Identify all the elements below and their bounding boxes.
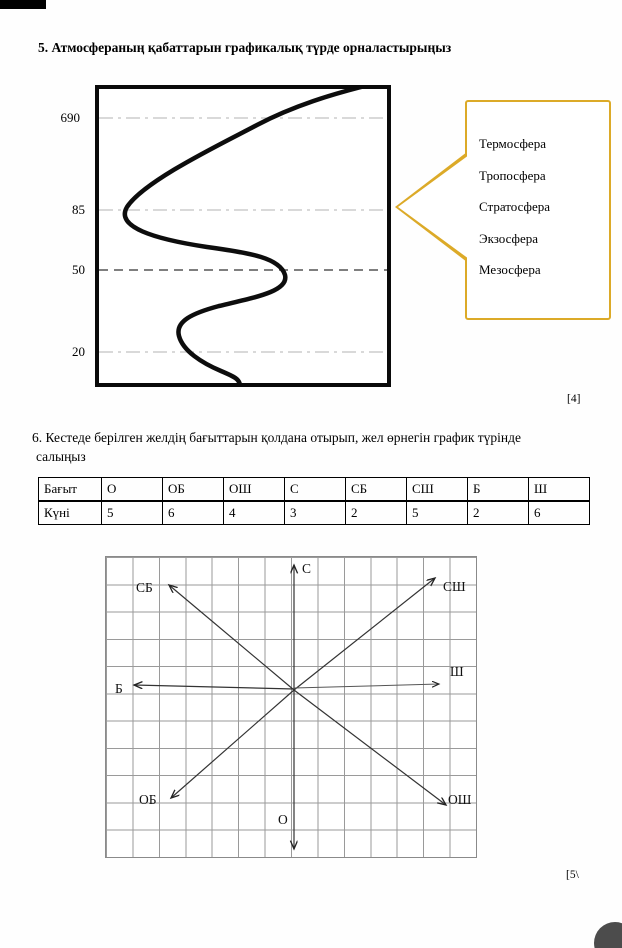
- scan-artifact-top: [0, 0, 46, 9]
- wind-table-data-cell: 4: [224, 501, 285, 525]
- compass-label-s: О: [278, 812, 288, 827]
- compass-label-sw: ОБ: [139, 792, 157, 807]
- question-6-title-line2: салыңыз: [36, 449, 86, 464]
- wind-table-header-cell: Бағыт: [39, 478, 102, 502]
- wind-rose-axes: [106, 557, 476, 857]
- wind-table-data-cell: 3: [285, 501, 346, 525]
- compass-label-ne: СШ: [443, 579, 466, 594]
- scan-artifact-corner: [594, 922, 622, 948]
- wind-table: [38, 477, 590, 525]
- compass-label-w: Б: [115, 681, 123, 696]
- atmosphere-graph-canvas: [99, 89, 387, 383]
- wind-rose-grid: [105, 556, 477, 858]
- question-5-title: 5. Атмосфераның қабаттарын графикалық түрде орналастырыңыз: [38, 40, 452, 55]
- layer-item: Стратосфера: [479, 199, 550, 214]
- wind-table-header-cell: Ш: [529, 478, 590, 502]
- wind-table-header-cell: О: [102, 478, 163, 502]
- question-6-title: [32, 428, 602, 466]
- wind-table-data-cell: 2: [468, 501, 529, 525]
- arrow-northeast: [294, 578, 435, 690]
- arrow-east: [294, 684, 439, 688]
- wind-table-data-row: [39, 501, 590, 525]
- atmosphere-graph: [95, 85, 391, 387]
- wind-table-data-cell: Күні: [39, 501, 102, 525]
- temperature-curve: [125, 89, 361, 383]
- axis-label-690: 690: [60, 110, 80, 125]
- wind-table-header-cell: ОБ: [163, 478, 224, 502]
- question-6-title-line1: 6. Кестеде берілген желдің бағыттарын қолдана отырып, жел өрнегін график түрінде: [32, 430, 522, 445]
- wind-table-data-cell: 5: [102, 501, 163, 525]
- arrow-northwest: [169, 585, 294, 690]
- wind-table-header-cell: ОШ: [224, 478, 285, 502]
- axis-label-85: 85: [72, 202, 85, 217]
- compass-label-n: С: [302, 561, 312, 576]
- wind-table-data-cell: 2: [346, 501, 407, 525]
- axis-label-20: 20: [72, 344, 85, 359]
- compass-label-e: Ш: [450, 664, 464, 679]
- wind-table-data-cell: 6: [163, 501, 224, 525]
- wind-table-data-cell: 5: [407, 501, 468, 525]
- axis-label-50: 50: [72, 262, 85, 277]
- wind-table-data-cell: 6: [529, 501, 590, 525]
- layer-list: [467, 128, 609, 286]
- wind-table-header-row: [39, 478, 590, 502]
- arrow-west: [134, 685, 294, 689]
- layer-item: Мезосфера: [479, 262, 541, 277]
- wind-table-header-cell: Б: [468, 478, 529, 502]
- layers-callout: [465, 100, 611, 320]
- wind-table-header-cell: СШ: [407, 478, 468, 502]
- callout-pointer-fill: [398, 155, 469, 259]
- marks-q6: [5\: [566, 869, 579, 881]
- compass-label-nw: СБ: [136, 580, 153, 595]
- layer-item: Экзосфера: [479, 230, 539, 246]
- compass-label-se: ОШ: [448, 792, 472, 807]
- arrow-southeast: [294, 690, 446, 805]
- marks-q5: [4]: [567, 393, 581, 405]
- arrow-southwest: [171, 690, 294, 798]
- layer-item: Термосфера: [479, 136, 546, 151]
- wind-table-header-cell: СБ: [346, 478, 407, 502]
- layer-item: Тропосфера: [479, 167, 546, 183]
- wind-table-header-cell: С: [285, 478, 346, 502]
